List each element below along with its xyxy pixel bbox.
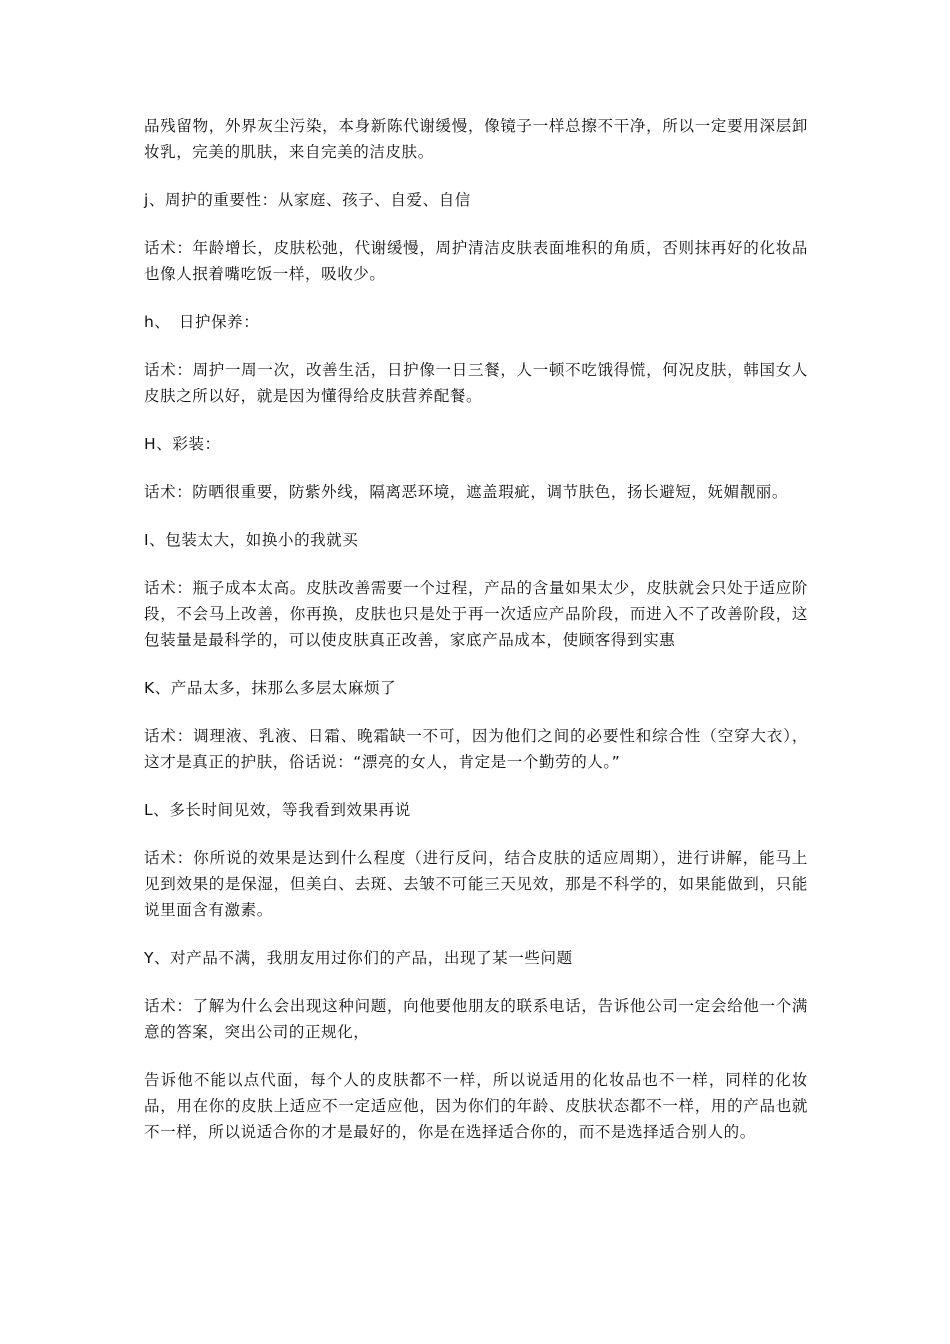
paragraph-h-lower-script: 话术：周护一周一次，改善生活，日护像一日三餐，人一顿不吃饿得慌，何况皮肤，韩国女人皮肤之所以好，就是因为懂得给皮肤营养配餐。: [144, 361, 808, 405]
section-heading-y: Y、对产品不满，我朋友用过你们的产品，出现了某一些问题: [144, 949, 573, 967]
section-heading-l: L、多长时间见效，等我看到效果再说: [144, 801, 411, 819]
paragraph-y-followup: 告诉他不能以点代面，每个人的皮肤都不一样，所以说适用的化妆品也不一样，同样的化妆品，用在你的皮肤上适应不一定适应他，因为你们的年龄、皮肤状态都不一样，用的产品也就不一样，所以说适合你的才是最好的，你是在选择适合你的，而不是选择适合别人的。: [144, 1071, 808, 1141]
paragraph-h-upper-script: 话术：防晒很重要，防紫外线，隔离恶环境，遮盖瑕疵，调节肤色，扬长避短，妩媚靓丽。: [144, 483, 789, 501]
paragraph-y-script: 话术：了解为什么会出现这种问题，向他要他朋友的联系电话，告诉他公司一定会给他一个满意的答案，突出公司的正规化，: [144, 997, 808, 1041]
paragraph-k-script: 话术：调理液、乳液、日霜、晚霜缺一不可，因为他们之间的必要性和综合性（空穿大衣），这才是真正的护肤，俗话说：“漂亮的女人，肯定是一个勤劳的人。”: [144, 727, 808, 771]
paragraph-l-script: 话术：你所说的效果是达到什么程度（进行反问，结合皮肤的适应周期），进行讲解，能马上见到效果的是保湿，但美白、去斑、去皱不可能三天见效，那是不科学的，如果能做到，只能说里面含有激素。: [144, 849, 808, 919]
paragraph-i-script: 话术：瓶子成本太高。皮肤改善需要一个过程，产品的含量如果太少，皮肤就会只处于适应阶段，不会马上改善，你再换，皮肤也只是处于再一次适应产品阶段，而进入不了改善阶段，这包装量是最科学的，可以使皮肤真正改善，家底产品成本，使顾客得到实惠: [144, 579, 808, 649]
section-heading-k: K、产品太多，抹那么多层太麻烦了: [144, 679, 397, 697]
paragraph-intro-continuation: 品残留物，外界灰尘污染，本身新陈代谢缓慢，像镜子一样总擦不干净，所以一定要用深层卸妆乳，完美的肌肤，来自完美的洁皮肤。: [144, 117, 808, 161]
document-body: [144, 113, 808, 1167]
section-heading-j: j、周护的重要性：从家庭、孩子、自爱、自信: [144, 191, 471, 209]
paragraph-j-script: 话术：年龄增长，皮肤松弛，代谢缓慢，周护清洁皮肤表面堆积的角质，否则抹再好的化妆品也像人抿着嘴吃饭一样，吸收少。: [144, 239, 808, 283]
section-heading-h-lower: h、 日护保养：: [144, 313, 260, 331]
section-heading-h-upper: H、彩装：: [144, 435, 221, 453]
section-heading-i: I、包装太大，如换小的我就买: [144, 531, 359, 549]
